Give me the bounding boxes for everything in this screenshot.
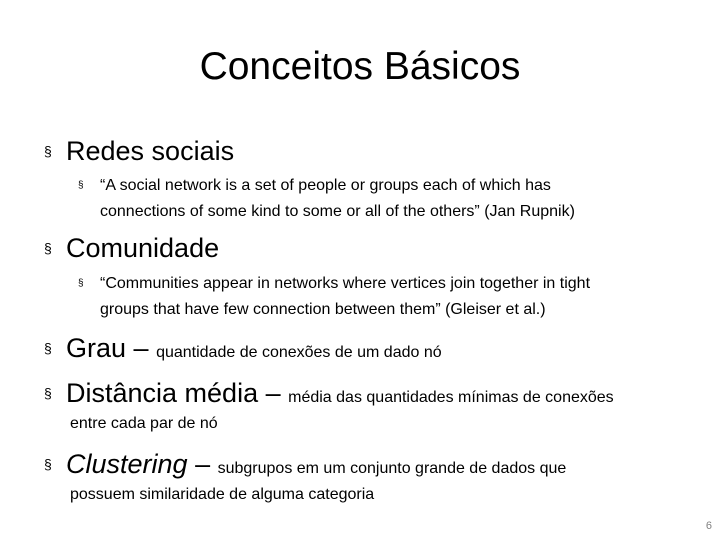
definition: média das quantidades mínimas de conexões [288, 389, 614, 406]
sub-bullet-continuation: connections of some kind to some or all of the others” (Jan Rupnik) [100, 203, 575, 220]
square-bullet-icon: § [44, 385, 52, 401]
square-bullet-icon: § [44, 143, 52, 159]
sub-bullet-text: “Communities appear in networks where vertices join together in tight [100, 275, 591, 292]
term: Distância média [66, 378, 259, 408]
dash: – [187, 449, 218, 479]
bullet-redes-sociais [44, 136, 234, 166]
square-bullet-icon: § [44, 456, 52, 472]
sub-bullet-continuation: groups that have few connection between them” (Gleiser et al.) [100, 301, 546, 318]
definition: quantidade de conexões de um dado nó [156, 344, 442, 361]
sub-bullet-social-network-quote [78, 173, 551, 199]
sub-bullet-text: “A social network is a set of people or groups each of which has [100, 177, 551, 194]
square-bullet-icon: § [78, 180, 84, 191]
dash: – [258, 378, 289, 408]
square-bullet-icon: § [44, 240, 52, 256]
dash: – [126, 333, 157, 363]
bullet-comunidade [44, 233, 219, 263]
sub-bullet-communities-quote [78, 271, 590, 297]
term: Grau [66, 333, 127, 363]
bullet-clustering [44, 449, 566, 484]
term: Clustering [66, 449, 188, 479]
definition-continuation: entre cada par de nó [70, 415, 218, 432]
bullet-text: Comunidade [66, 233, 220, 263]
bullet-grau [44, 333, 442, 368]
bullet-text: Redes sociais [66, 136, 235, 166]
square-bullet-icon: § [78, 278, 84, 289]
slide-title: Conceitos Básicos [199, 45, 521, 88]
definition-continuation: possuem similaridade de alguma categoria [70, 486, 375, 503]
square-bullet-icon: § [44, 340, 52, 356]
bullet-distancia-media [44, 378, 614, 413]
definition: subgrupos em um conjunto grande de dados que [217, 460, 567, 477]
page-number: 6 [705, 520, 712, 532]
